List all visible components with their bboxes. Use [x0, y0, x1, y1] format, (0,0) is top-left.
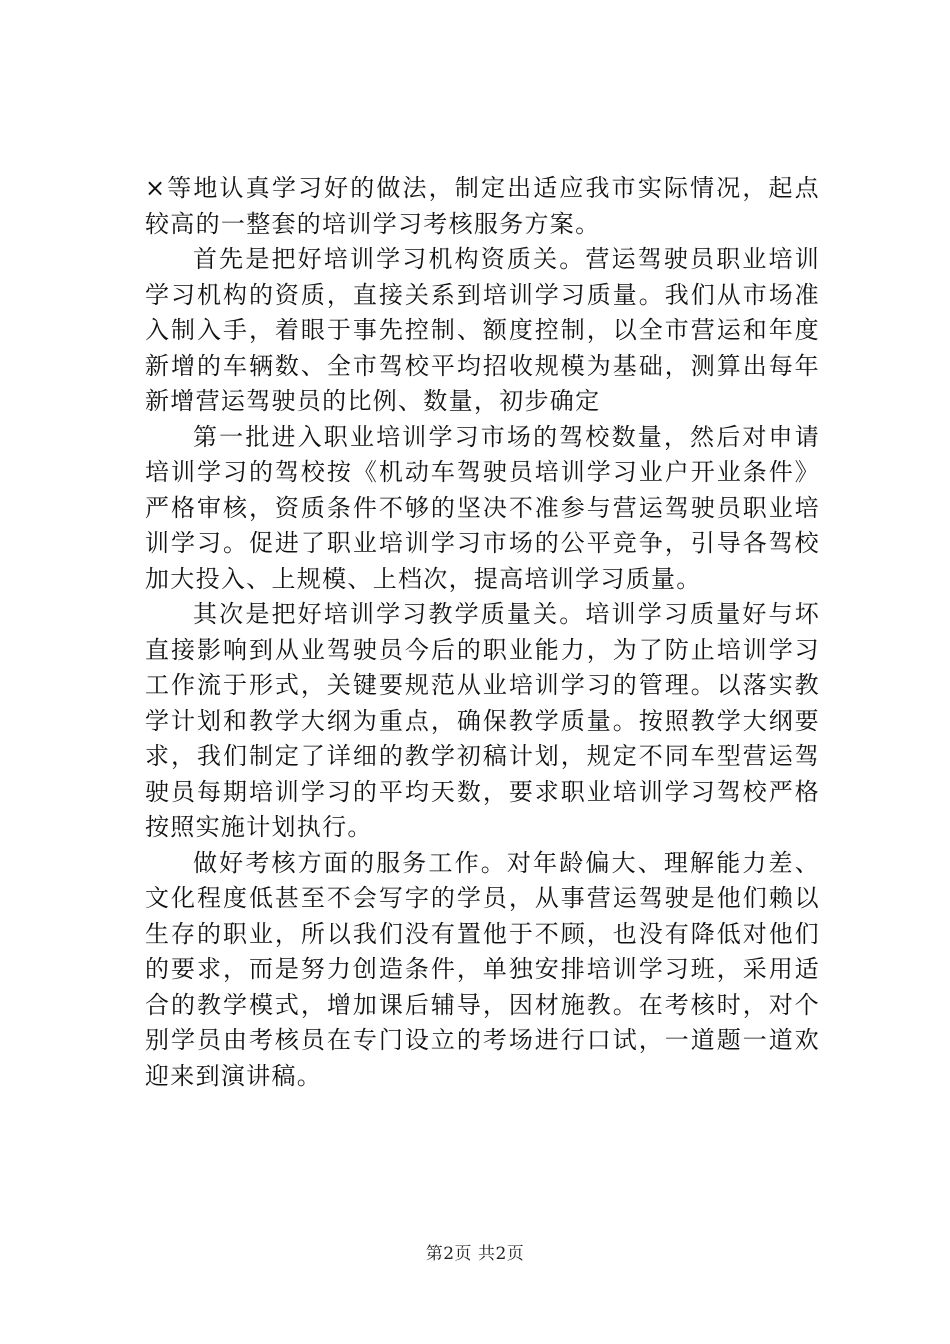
paragraph-2: 首先是把好培训学习机构资质关。营运驾驶员职业培训学习机构的资质，直接关系到培训学习质量。我们从市场准入制入手，着眼于事先控制、额度控制，以全市营运和年度新增的车辆数、全市驾校平均招收规模为基础，测算出每年新增营运驾驶员的比例、数量，初步确定	[145, 245, 820, 415]
paragraph-1: ×等地认真学习好的做法，制定出适应我市实际情况，起点较高的一整套的培训学习考核服务方案。	[145, 174, 820, 238]
paragraph-3: 第一批进入职业培训学习市场的驾校数量，然后对申请培训学习的驾校按《机动车驾驶员培训学习业户开业条件》严格审核，资质条件不够的坚决不准参与营运驾驶员职业培训学习。促进了职业培训学习市场的公平竞争，引导各驾校加大投入、上规模、上档次，提高培训学习质量。	[145, 422, 820, 593]
page-number-footer: 第2页 共2页	[425, 1244, 525, 1264]
document-body	[145, 171, 820, 1094]
paragraph-5: 做好考核方面的服务工作。对年龄偏大、理解能力差、文化程度低甚至不会写字的学员，从事营运驾驶是他们赖以生存的职业，所以我们没有置他于不顾，也没有降低对他们的要求，而是努力创造条件，单独安排培训学习班，采用适合的教学模式，增加课后辅导，因材施教。在考核时，对个别学员由考核员在专门设立的考场进行口试，一道题一道欢迎来到演讲稿。	[145, 848, 820, 1090]
paragraph-4: 其次是把好培训学习教学质量关。培训学习质量好与坏直接影响到从业驾驶员今后的职业能力，为了防止培训学习工作流于形式，关键要规范从业培训学习的管理。以落实教学计划和教学大纲为重点，确保教学质量。按照教学大纲要求，我们制定了详细的教学初稿计划，规定不同车型营运驾驶员每期培训学习的平均天数，要求职业培训学习驾校严格按照实施计划执行。	[145, 600, 820, 841]
